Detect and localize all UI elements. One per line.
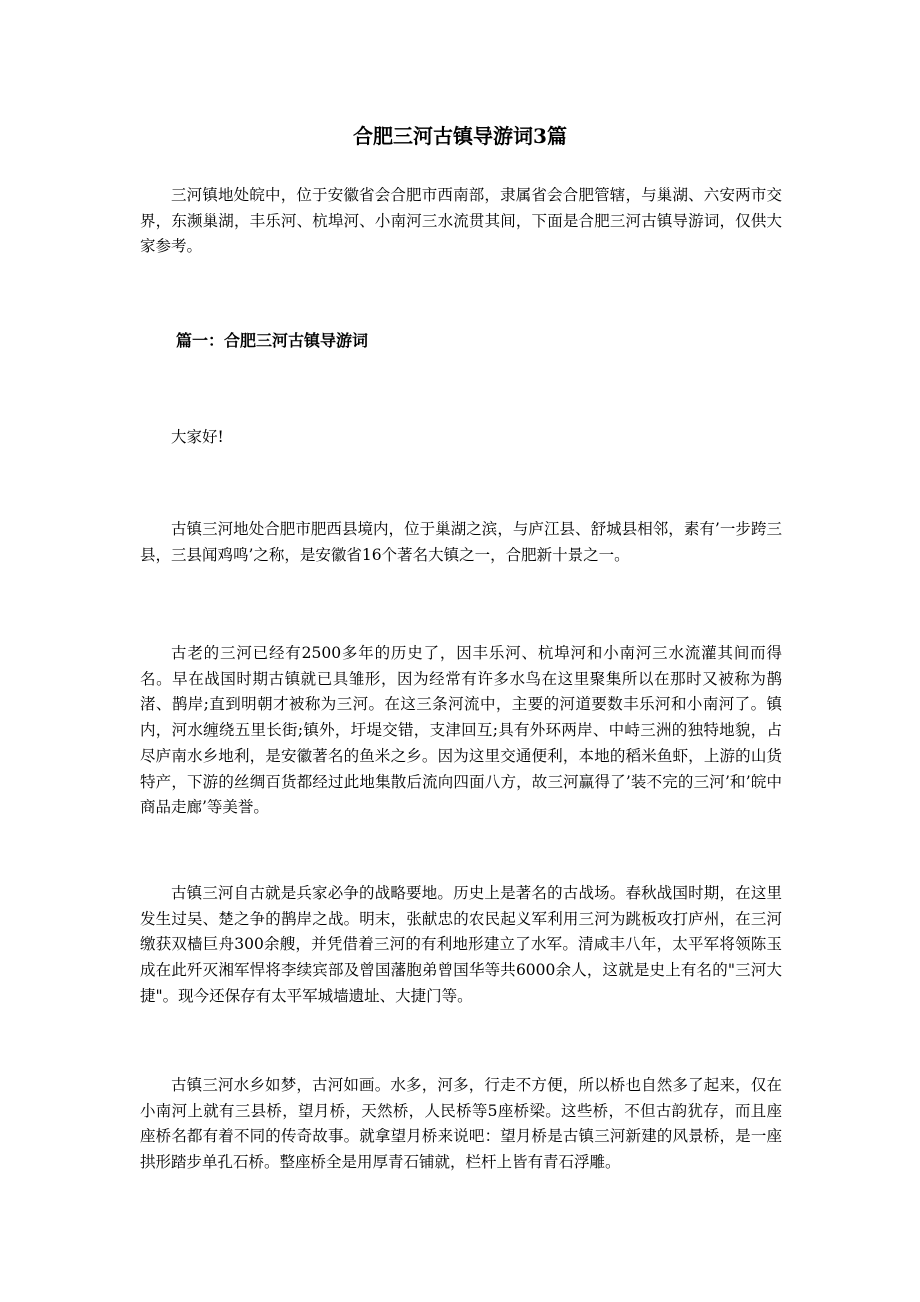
paragraph-battlefield: 古镇三河自古就是兵家必争的战略要地。历史上是著名的古战场。春秋战国时期，在这里发生过吴、楚之争的鹊岸之战。明末，张献忠的农民起义军利用三河为跳板攻打庐州，在三河缴获双樯巨舟300余艘，并凭借着三河的有利地形建立了水军。清咸丰八年，太平军将领陈玉成在此歼灭湘军悍将李续宾部及曾国藩胞弟曾国华等共6000余人，这就是史上有名的"三河大捷"。现今还保存有太平军城墙遗址、大捷门等。 [140, 884, 782, 1005]
document-title: 合肥三河古镇导游词3篇 [353, 124, 567, 148]
section-heading: 篇一：合肥三河古镇导游词 [176, 331, 369, 350]
paragraph-greeting: 大家好! [171, 428, 224, 446]
paragraph-history: 古老的三河已经有2500多年的历史了，因丰乐河、杭埠河和小南河三水流灌其间而得名。早在战国时期古镇就已具雏形，因为经常有许多水鸟在这里聚集所以在那时又被称为鹊渚、鹊岸;直到明朝才被称为三河。在这三条河流中，主要的河道要数丰乐河和小南河了。镇内，河水缠绕五里长街;镇外，圩堤交错，支津回互;具有外环两岸、中峙三洲的独特地貌，占尽庐南水乡地利，是安徽著名的鱼米之乡。因为这里交通便利，本地的稻米鱼虾，上游的山货特产，下游的丝绸百货都经过此地集散后流向四面八方，故三河赢得了’装不完的三河’和’皖中商品走廊’等美誉。 [140, 644, 782, 817]
intro-paragraph: 三河镇地处皖中，位于安徽省会合肥市西南部，隶属省会合肥管辖，与巢湖、六安两市交界，东濒巢湖，丰乐河、杭埠河、小南河三水流贯其间，下面是合肥三河古镇导游词，仅供大家参考。 [140, 186, 782, 256]
paragraph-location: 古镇三河地处合肥市肥西县境内，位于巢湖之滨，与庐江县、舒城县相邻，素有’一步跨三县，三县闻鸡鸣’之称，是安徽省16个著名大镇之一，合肥新十景之一。 [140, 520, 782, 564]
paragraph-bridges: 古镇三河水乡如梦，古河如画。水多，河多，行走不方便，所以桥也自然多了起来，仅在小南河上就有三县桥，望月桥，天然桥，人民桥等5座桥梁。这些桥，不但古韵犹存，而且座座桥名都有着不同的传奇故事。就拿望月桥来说吧：望月桥是古镇三河新建的风景桥，是一座拱形踏步单孔石桥。整座桥全是用厚青石铺就，栏杆上皆有青石浮雕。 [140, 1076, 782, 1172]
